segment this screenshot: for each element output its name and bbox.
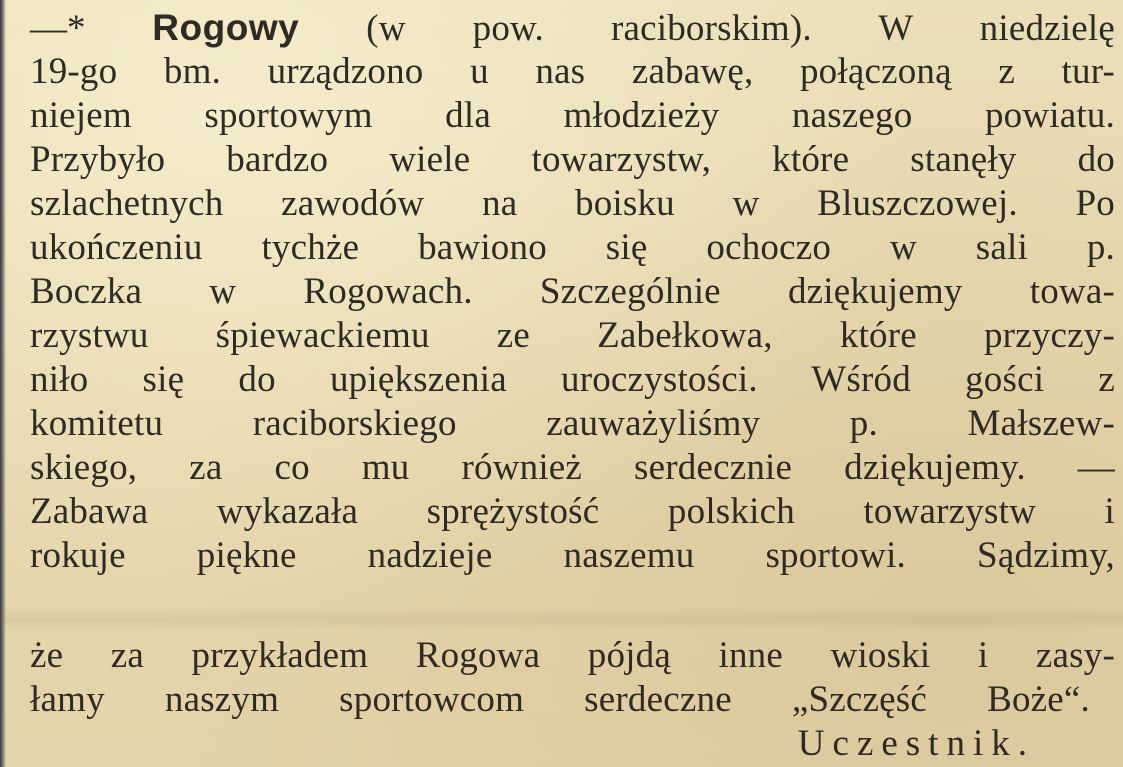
page-edge [0,0,6,767]
article-title: Rogowy [152,7,300,48]
article-line-7: Boczka w Rogowach. Szczególnie dziękujemy towa- [30,271,1115,312]
lead-dash: —* [30,8,153,49]
article-line-1 [30,6,1115,50]
article-line-2: 19-go bm. urządzono u nas zabawę, połączoną z tur- [30,51,1115,92]
article-line-13: rokuje piękne nadzieje naszemu sportowi. Sądzimy, [30,535,1115,576]
paper-fold [0,608,1123,630]
continuation-line-2: łamy naszym sportowcom serdeczne „Szczęść Boże“. [30,679,1090,720]
article-line-3: niejem sportowym dla młodzieży naszego powiatu. [30,95,1115,136]
article-line-10: komitetu raciborskiego zauważyliśmy p. Małszew- [30,403,1115,444]
article-line-4: Przybyło bardzo wiele towarzystw, które stanęły do [30,139,1115,180]
article-line-9: niło się do upiększenia uroczystości. Wśród gości z [30,359,1115,400]
article-line-6: ukończeniu tychże bawiono się ochoczo w sali p. [30,227,1115,268]
article-line-12: Zabawa wykazała sprężystość polskich towarzystw i [30,491,1115,532]
author-signature: Uczestnik. [797,723,1035,764]
continuation-line-1: że za przykładem Rogowa pójdą inne wioski i zasy- [30,635,1115,676]
article-line-1-text: (w pow. raciborskim). W niedzielę [299,8,1115,49]
article-line-11: skiego, za co mu również serdecznie dziękujemy. — [30,447,1115,488]
article-line-5: szlachetnych zawodów na boisku w Bluszczowej. Po [30,183,1115,224]
article-line-8: rzystwu śpiewackiemu ze Zabełkowa, które przyczy- [30,315,1115,356]
